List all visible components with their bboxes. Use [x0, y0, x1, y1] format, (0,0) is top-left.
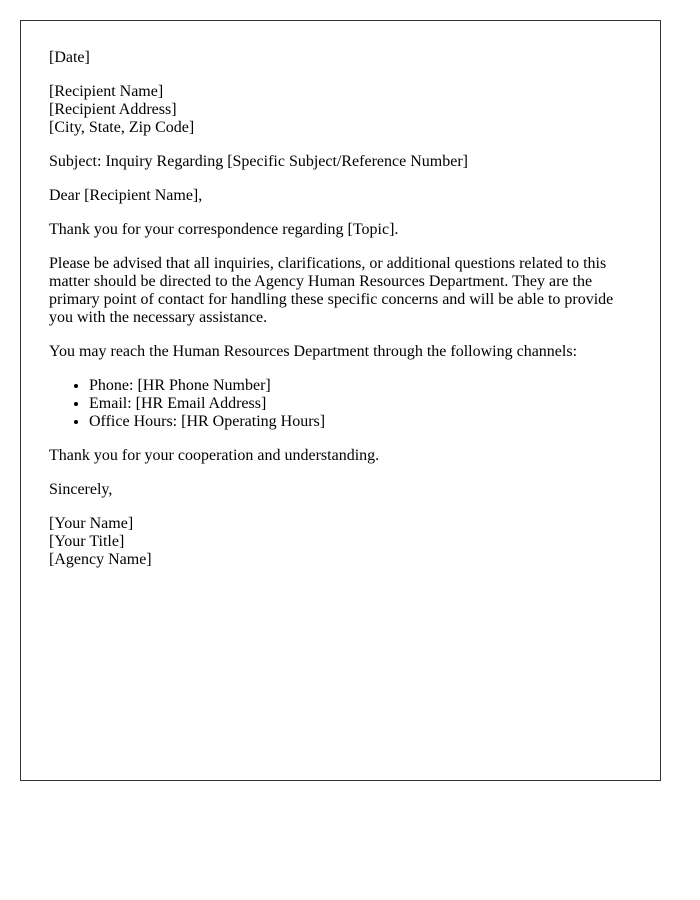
- recipient-name: [Recipient Name]: [49, 83, 164, 100]
- recipient-block: [49, 83, 632, 137]
- salutation: Dear [Recipient Name],: [49, 187, 203, 204]
- recipient-address: [Recipient Address]: [49, 101, 177, 118]
- subject-line: Subject: Inquiry Regarding [Specific Subject/Reference Number]: [49, 153, 468, 170]
- contact-phone: • Phone: [HR Phone Number]: [89, 377, 632, 395]
- body-paragraph: Please be advised that all inquiries, clarifications, or additional questions related to this matter should be directed to the Agency Human Resources Department. They are the primary point of contact for handling these specific concerns and will be able to provide you with the necessary assistance.: [49, 255, 614, 326]
- body-paragraph: You may reach the Human Resources Department through the following channels:: [49, 343, 578, 360]
- sender-agency: [Agency Name]: [49, 551, 152, 568]
- letter: [20, 20, 661, 781]
- contact-email: • Email: [HR Email Address]: [89, 395, 632, 413]
- body-paragraph: Thank you for your correspondence regarding [Topic].: [49, 221, 399, 238]
- closing-paragraph: Thank you for your cooperation and understanding.: [49, 447, 380, 464]
- signature-block: [49, 515, 632, 569]
- contact-list: [49, 377, 632, 431]
- sender-name: [Your Name]: [49, 515, 134, 532]
- contact-hours: • Office Hours: [HR Operating Hours]: [89, 413, 632, 431]
- closing: Sincerely,: [49, 481, 113, 498]
- date: [Date]: [49, 49, 90, 66]
- recipient-city: [City, State, Zip Code]: [49, 119, 195, 136]
- sender-title: [Your Title]: [49, 533, 125, 550]
